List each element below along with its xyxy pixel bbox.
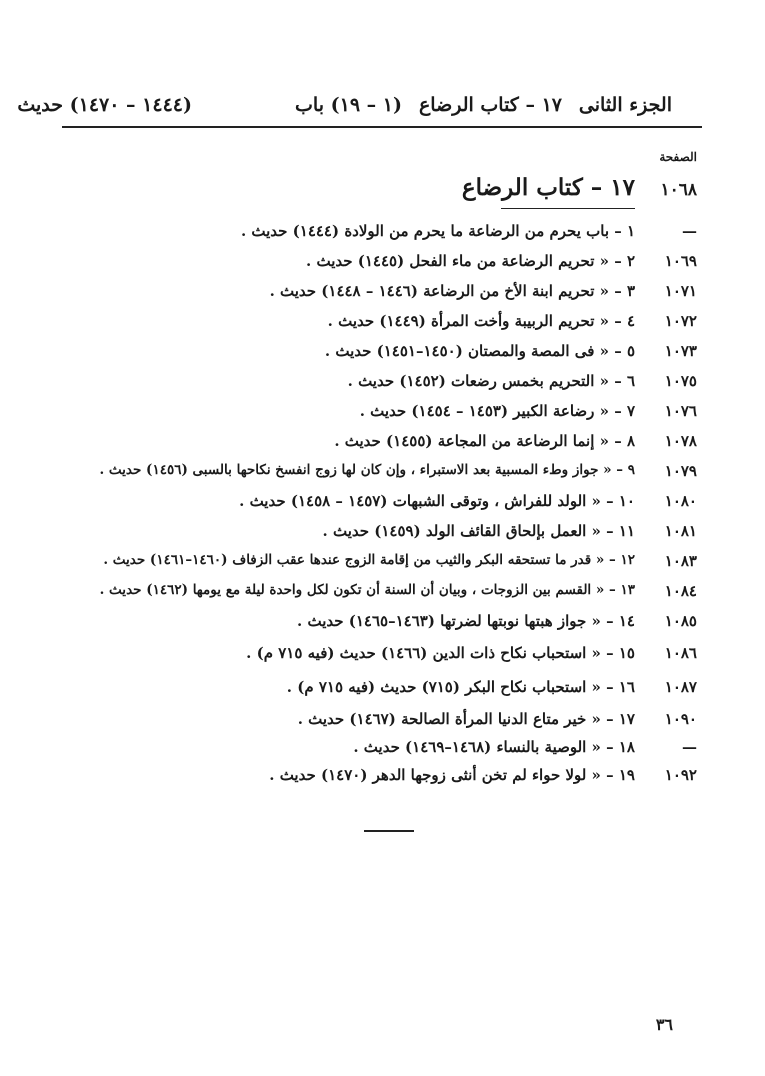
toc-entry-text: ١٥ – « استحباب نكاح ذات الدين (١٤٦٦) حديث (فيه ٧١٥ م) . (246, 644, 635, 662)
toc-page-number: ١٠٩٠ (664, 710, 697, 728)
toc-page-number: ١٠٧١ (664, 282, 697, 300)
toc-page-number: ١٠٦٩ (664, 252, 697, 270)
header-book: ١٧ – كتاب الرضاع (418, 94, 562, 116)
toc-entry-text: ١٧ – « خير متاع الدنيا المرأة الصالحة (١٤٦٧) حديث . (297, 710, 635, 728)
toc-row (0, 342, 765, 370)
header-rule (62, 126, 702, 128)
toc-entry-text: ٥ – « فى المصة والمصتان (١٤٥٠–١٤٥١) حديث . (324, 342, 635, 360)
toc-row (0, 612, 765, 640)
book-entry (0, 174, 765, 214)
toc-entry-text: ١٩ – « لولا حواء لم تخن أنثى زوجها الدهر (١٤٧٠) حديث . (269, 766, 635, 784)
toc-entry-text: ٧ – « رضاعة الكبير (١٤٥٣ – ١٤٥٤) حديث . (359, 402, 635, 420)
book-page-number: ١٠٦٨ (660, 180, 697, 200)
toc-page-number: ١٠٩٢ (664, 766, 697, 784)
toc-entry-text: ٣ – « تحريم ابنة الأخ من الرضاعة (١٤٤٦ – ١٤٤٨) حديث . (269, 282, 635, 300)
toc-entry-text: ١٠ – « الولد للفراش ، وتوقى الشبهات (١٤٥٧ – ١٤٥٨) حديث . (239, 492, 635, 510)
toc-row (0, 644, 765, 672)
toc-page-number: ١٠٨٤ (664, 582, 697, 600)
toc-row (0, 738, 765, 766)
toc-page-number: ١٠٧٦ (664, 402, 697, 420)
toc-page-number: ١٠٨٠ (664, 492, 697, 510)
toc-entry-text: ٢ – « تحريم الرضاعة من ماء الفحل (١٤٤٥) حديث . (306, 252, 635, 270)
toc-entry-text: ١٦ – « استحباب نكاح البكر (٧١٥) حديث (فيه ٧١٥ م) . (286, 678, 635, 696)
toc-entry-text: ١٣ – « القسم بين الزوجات ، وبيان أن السنة أن تكون لكل واحدة ليلة مع يومها (١٤٦٢) حديث . (99, 582, 635, 598)
toc-page-number: — (682, 738, 697, 756)
toc-page-number: ١٠٨١ (664, 522, 697, 540)
toc-entry-text: ١١ – « العمل بإلحاق القائف الولد (١٤٥٩) حديث . (322, 522, 635, 540)
toc-page-number: ١٠٧٨ (664, 432, 697, 450)
toc-entry-text: ١٢ – « قدر ما تستحقه البكر والثيب من إقامة الزوج عندها عقب الزفاف (١٤٦٠–١٤٦١) حديث . (103, 552, 635, 568)
running-header (17, 88, 702, 124)
toc-page-number: ١٠٨٥ (664, 612, 697, 630)
toc-row (0, 222, 765, 250)
header-hadith-range: (١٤٤٤ – ١٤٧٠) حديث (17, 94, 192, 116)
toc-row (0, 522, 765, 550)
toc-row (0, 492, 765, 520)
toc-row (0, 462, 765, 490)
toc-row (0, 372, 765, 400)
toc-row (0, 432, 765, 460)
toc-row (0, 252, 765, 280)
toc-row (0, 710, 765, 738)
toc-page-number: ١٠٨٣ (664, 552, 697, 570)
book-title-underline (501, 208, 635, 209)
toc-entry-text: ١٨ – « الوصية بالنساء (١٤٦٨–١٤٦٩) حديث . (353, 738, 635, 756)
book-title: ١٧ – كتاب الرضاع (461, 174, 635, 201)
toc-row (0, 312, 765, 340)
toc-page-number: ١٠٨٦ (664, 644, 697, 662)
toc-entry-text: ١ – باب يحرم من الرضاعة ما يحرم من الولادة (١٤٤٤) حديث . (240, 222, 635, 240)
toc-page-number: ١٠٧٩ (664, 462, 697, 480)
toc-page-number: — (682, 222, 697, 240)
toc-entry-text: ٦ – « التحريم بخمس رضعات (١٤٥٢) حديث . (347, 372, 635, 390)
toc-entry-text: ٨ – « إنما الرضاعة من المجاعة (١٤٥٥) حديث . (334, 432, 635, 450)
toc-row (0, 282, 765, 310)
toc-row (0, 552, 765, 580)
toc-row (0, 402, 765, 430)
toc-entry-text: ٤ – « تحريم الربيبة وأخت المرأة (١٤٤٩) حديث . (327, 312, 635, 330)
toc-row (0, 766, 765, 794)
page-column-label: الصفحة (659, 150, 697, 164)
toc-page-number: ١٠٧٥ (664, 372, 697, 390)
toc-page-number: ١٠٨٧ (664, 678, 697, 696)
folio-page-number: ٣٦ (655, 1015, 673, 1034)
header-chapter-count: (١ – ١٩) باب (295, 94, 402, 116)
toc-page-number: ١٠٧٢ (664, 312, 697, 330)
toc-page-number: ١٠٧٣ (664, 342, 697, 360)
toc-row (0, 678, 765, 706)
header-part: الجزء الثانى (578, 94, 672, 116)
toc-row (0, 582, 765, 610)
toc-entry-text: ٩ – « جواز وطء المسبية بعد الاستبراء ، وإن كان لها زوج انفسخ نكاحها بالسبى (١٤٥٦) حديث . (99, 462, 635, 478)
end-rule (364, 830, 414, 832)
toc-entry-text: ١٤ – « جواز هبتها نوبتها لضرتها (١٤٦٣–١٤٦٥) حديث . (297, 612, 635, 630)
